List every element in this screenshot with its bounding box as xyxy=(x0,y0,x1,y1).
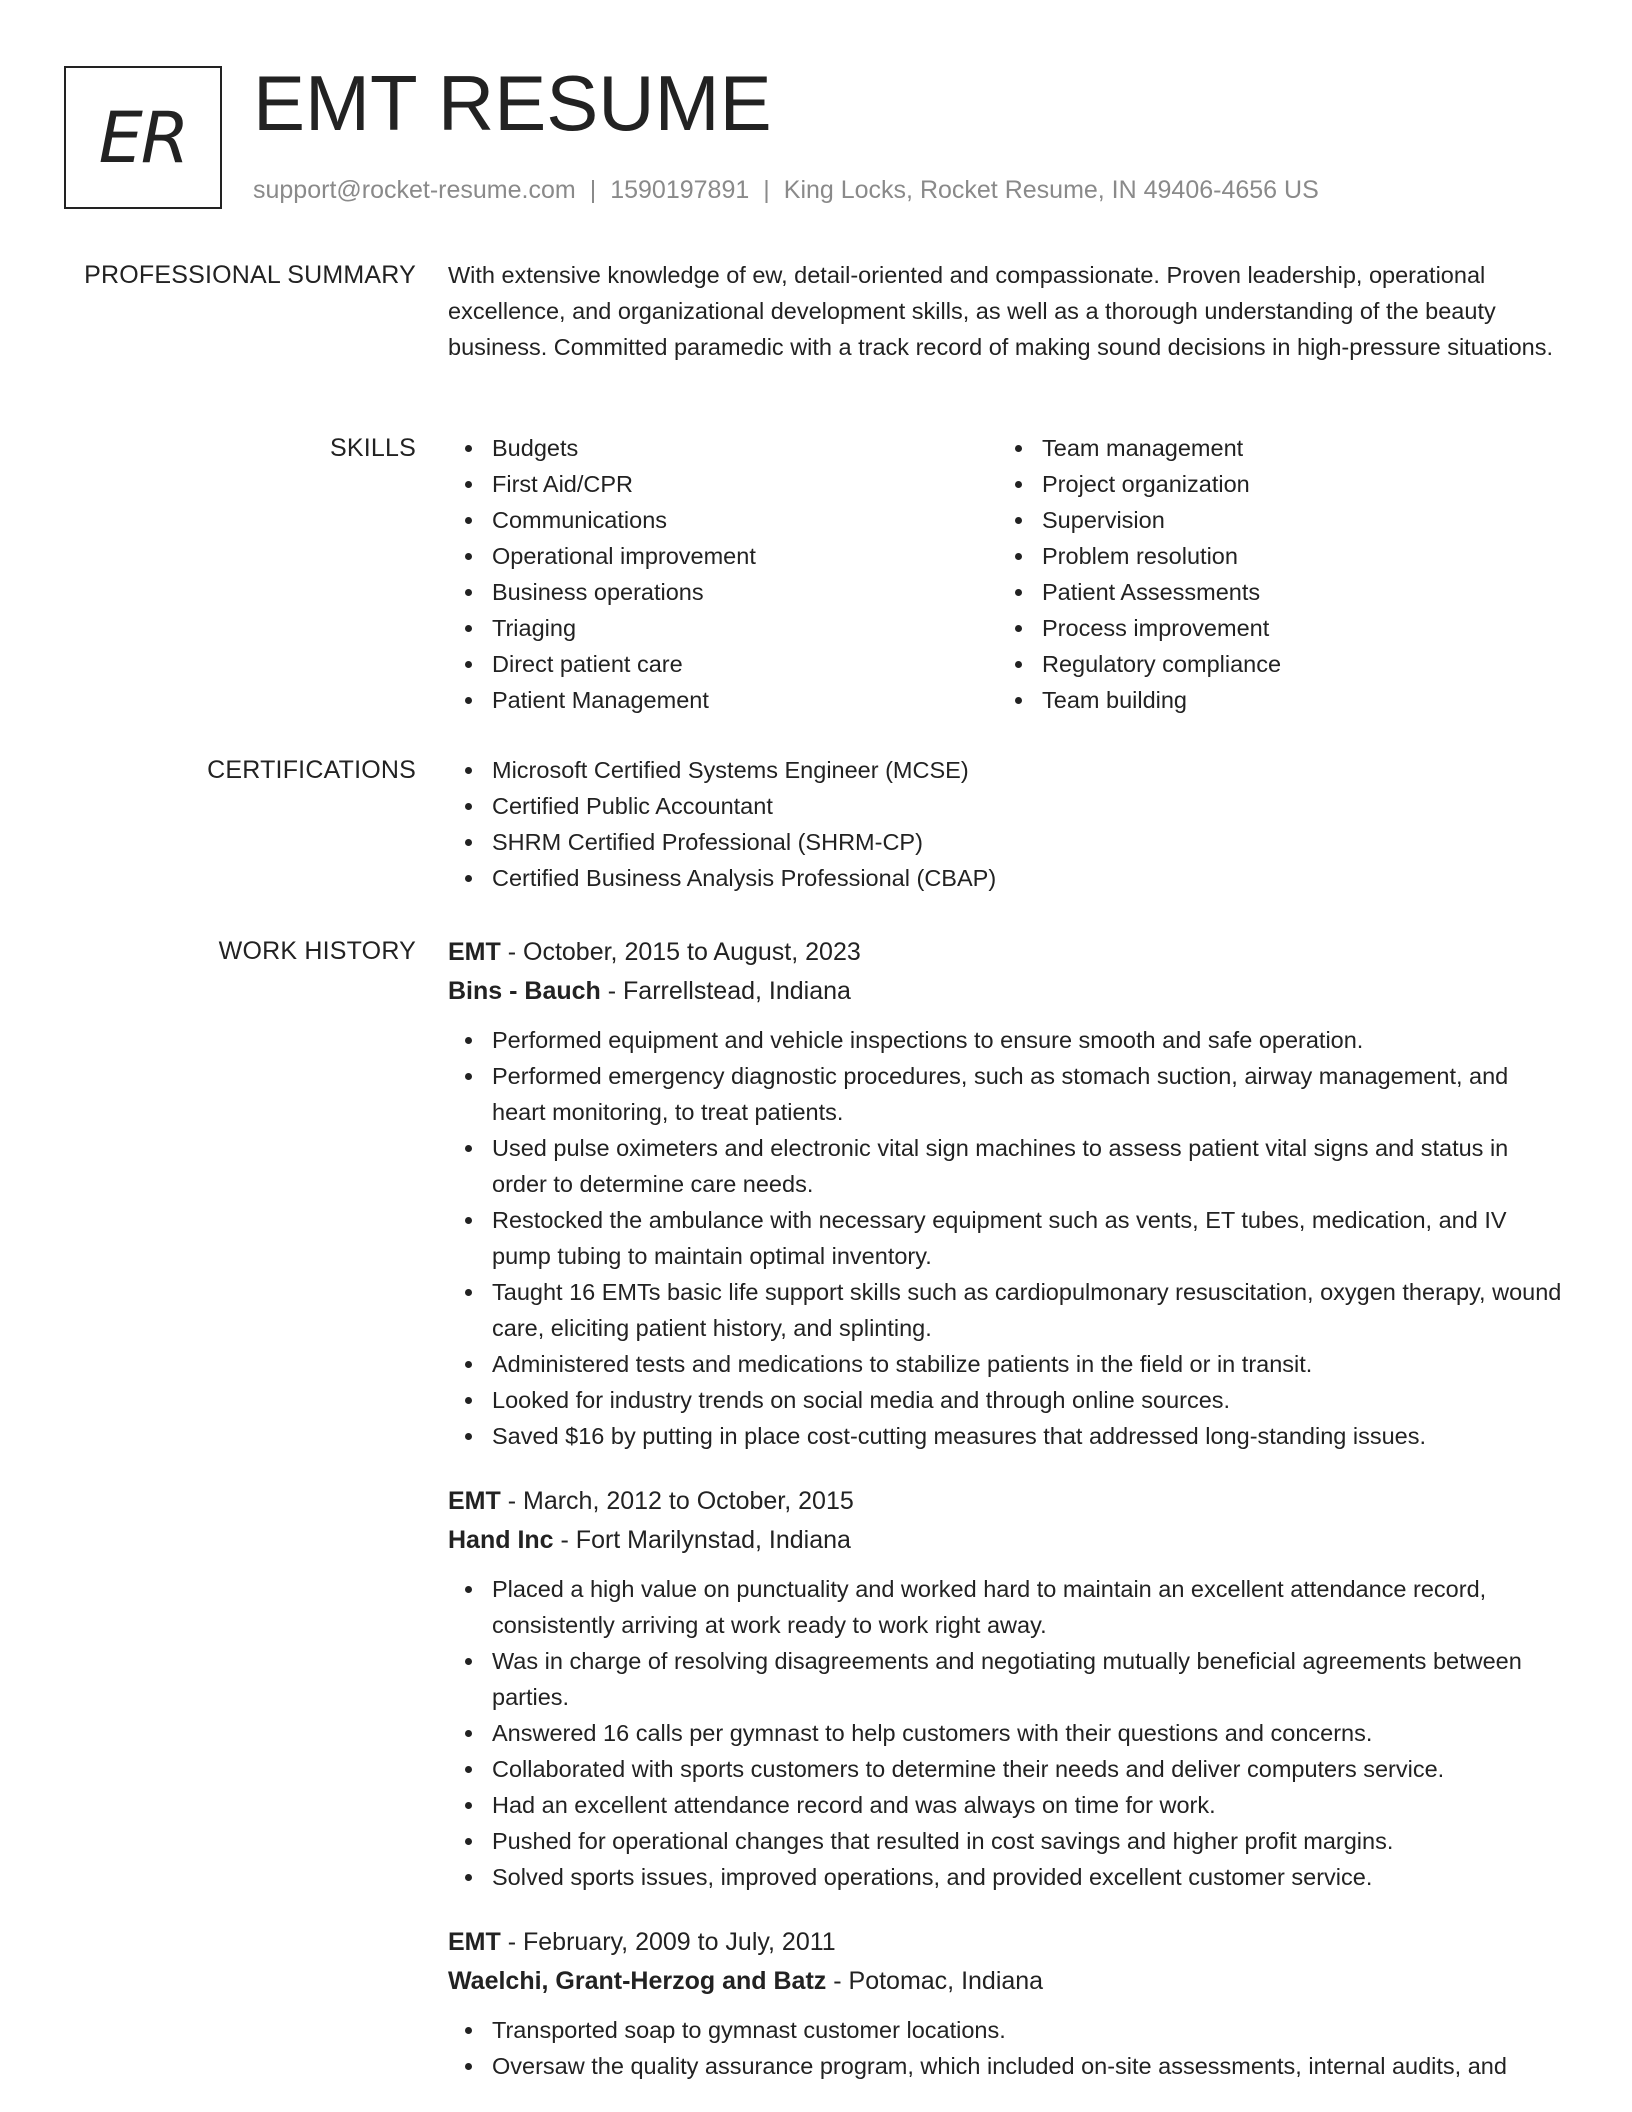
monogram-logo xyxy=(64,66,222,209)
list-item: Microsoft Certified Systems Engineer (MCSE) xyxy=(448,752,1568,788)
job-duties-list xyxy=(448,1571,1568,1895)
job-company-line xyxy=(448,1521,1568,1560)
contact-line xyxy=(253,175,1319,205)
list-item: Pushed for operational changes that resulted in cost savings and higher profit margins. xyxy=(448,1823,1568,1859)
job-role: EMT xyxy=(448,1928,501,1956)
work-history-body xyxy=(448,933,1568,2112)
list-item: SHRM Certified Professional (SHRM-CP) xyxy=(448,824,1568,860)
list-item: Certified Public Accountant xyxy=(448,788,1568,824)
list-item: Budgets xyxy=(448,430,998,466)
job-location: - Farrellstead, Indiana xyxy=(600,977,851,1005)
job-company: Waelchi, Grant-Herzog and Batz xyxy=(448,1967,827,1995)
certifications-heading: CERTIFICATIONS xyxy=(207,756,416,784)
job-duties-list xyxy=(448,1022,1568,1454)
list-item: Taught 16 EMTs basic life support skills such as cardiopulmonary resuscitation, oxygen therapy, wound care, eliciting patient history, and splinting. xyxy=(448,1274,1568,1346)
job-role: EMT xyxy=(448,938,501,966)
job-location: - Fort Marilynstad, Indiana xyxy=(553,1526,851,1554)
list-item: Problem resolution xyxy=(998,538,1548,574)
list-item: Regulatory compliance xyxy=(998,646,1548,682)
work-history-heading: WORK HISTORY xyxy=(218,937,416,965)
list-item: Saved $16 by putting in place cost-cutting measures that addressed long-standing issues. xyxy=(448,1418,1568,1454)
contact-email[interactable]: support@rocket-resume.com xyxy=(253,176,576,204)
contact-phone[interactable]: 1590197891 xyxy=(610,176,750,204)
list-item: Business operations xyxy=(448,574,998,610)
list-item: Performed equipment and vehicle inspections to ensure smooth and safe operation. xyxy=(448,1022,1568,1058)
monogram-initials: ER xyxy=(98,96,188,179)
list-item: Restocked the ambulance with necessary equipment such as vents, ET tubes, medication, and IV pump tubing to maintain optimal inventory. xyxy=(448,1202,1568,1274)
contact-address: King Locks, Rocket Resume, IN 49406-4656 US xyxy=(783,176,1319,204)
list-item: Solved sports issues, improved operations, and provided excellent customer service. xyxy=(448,1859,1568,1895)
list-item: Performed emergency diagnostic procedures, such as stomach suction, airway management, and heart monitoring, to treat patients. xyxy=(448,1058,1568,1130)
list-item: Was in charge of resolving disagreements and negotiating mutually beneficial agreements between parties. xyxy=(448,1643,1568,1715)
list-item: Triaging xyxy=(448,610,998,646)
job-entry xyxy=(448,1923,1568,2084)
resume-title: EMT RESUME xyxy=(253,59,772,147)
list-item: First Aid/CPR xyxy=(448,466,998,502)
list-item: Process improvement xyxy=(998,610,1548,646)
skills-list-left xyxy=(448,430,998,718)
summary-heading: PROFESSIONAL SUMMARY xyxy=(84,261,416,289)
list-item: Communications xyxy=(448,502,998,538)
list-item: Team building xyxy=(998,682,1548,718)
list-item: Placed a high value on punctuality and worked hard to maintain an excellent attendance record, consistently arriving at work ready to work right away. xyxy=(448,1571,1568,1643)
skills-list-right xyxy=(998,430,1548,718)
job-company-line xyxy=(448,972,1568,1011)
contact-separator: | xyxy=(589,176,597,204)
job-entry xyxy=(448,1482,1568,1895)
job-role: EMT xyxy=(448,1487,501,1515)
list-item: Collaborated with sports customers to determine their needs and deliver computers service. xyxy=(448,1751,1568,1787)
list-item: Supervision xyxy=(998,502,1548,538)
job-dates: - February, 2009 to July, 2011 xyxy=(500,1928,836,1956)
job-company: Bins - Bauch xyxy=(448,977,601,1005)
job-dates: - March, 2012 to October, 2015 xyxy=(500,1487,854,1515)
job-company: Hand Inc xyxy=(448,1526,554,1554)
list-item: Certified Business Analysis Professional (CBAP) xyxy=(448,860,1568,896)
list-item: Answered 16 calls per gymnast to help customers with their questions and concerns. xyxy=(448,1715,1568,1751)
list-item: Administered tests and medications to stabilize patients in the field or in transit. xyxy=(448,1346,1568,1382)
list-item: Operational improvement xyxy=(448,538,998,574)
list-item: Direct patient care xyxy=(448,646,998,682)
list-item: Patient Management xyxy=(448,682,998,718)
list-item: Transported soap to gymnast customer locations. xyxy=(448,2012,1568,2048)
job-location: - Potomac, Indiana xyxy=(826,1967,1044,1995)
contact-separator: | xyxy=(763,176,770,204)
job-title-line xyxy=(448,933,1568,972)
certifications-list xyxy=(448,752,1568,896)
job-entry xyxy=(448,933,1568,1454)
certifications-body xyxy=(448,752,1568,896)
list-item: Patient Assessments xyxy=(998,574,1548,610)
job-title-line xyxy=(448,1923,1568,1962)
list-item: Project organization xyxy=(998,466,1548,502)
list-item: Oversaw the quality assurance program, which included on-site assessments, internal audits, and xyxy=(448,2048,1568,2084)
skills-grid xyxy=(448,430,1568,718)
summary-text: With extensive knowledge of ew, detail-oriented and compassionate. Proven leadership, operational excellence, and organizational development skills, as well as a thorough understanding of the beauty business. Committed paramedic with a track record of making sound decisions in high-pressure situations. xyxy=(448,262,1554,360)
job-company-line xyxy=(448,1962,1568,2001)
list-item: Team management xyxy=(998,430,1548,466)
job-title-line xyxy=(448,1482,1568,1521)
list-item: Had an excellent attendance record and was always on time for work. xyxy=(448,1787,1568,1823)
job-duties-list xyxy=(448,2012,1568,2084)
list-item: Used pulse oximeters and electronic vital sign machines to assess patient vital signs and status in order to determine care needs. xyxy=(448,1130,1568,1202)
skills-heading: SKILLS xyxy=(330,434,416,462)
job-dates: - October, 2015 to August, 2023 xyxy=(500,938,861,966)
list-item: Looked for industry trends on social media and through online sources. xyxy=(448,1382,1568,1418)
